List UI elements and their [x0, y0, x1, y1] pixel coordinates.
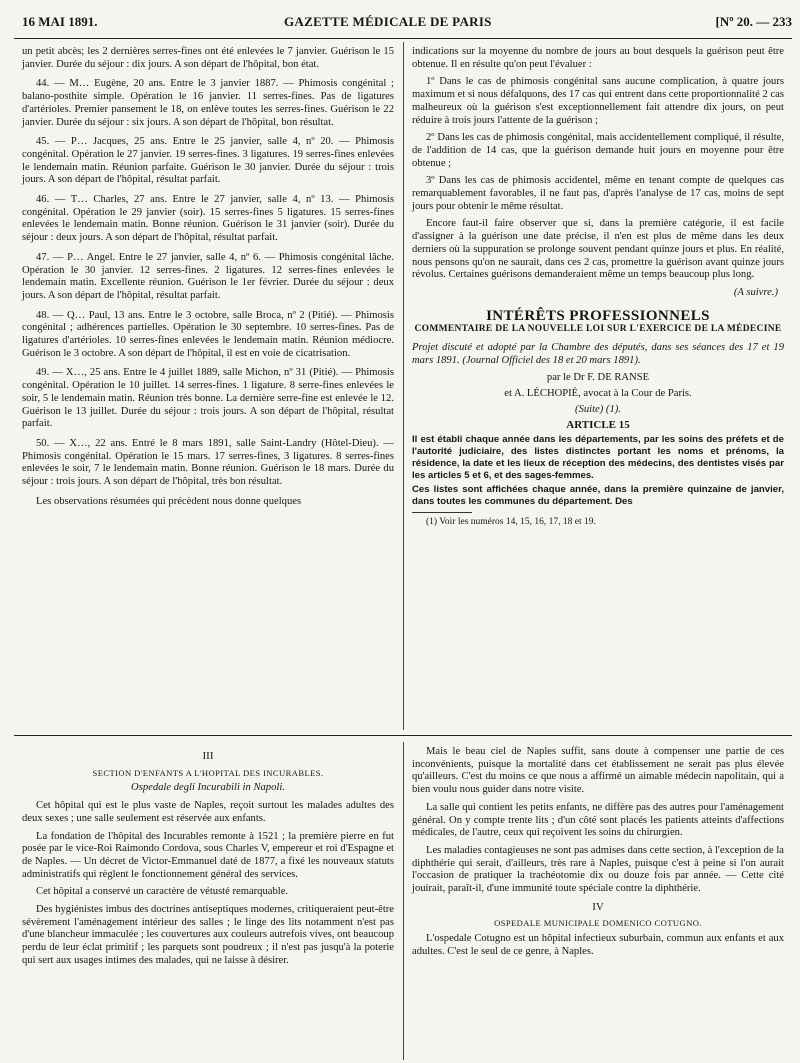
paragraph: Encore faut-il faire observer que si, dans la première catégorie, il est facile d'assigner à la guérison une date précise, il n'en est plus de même dans les deux derniers où la suppuration se prolonge souvent pendant quinze jours et plus. En réalité, nous pensons qu'on ne saurait, dans ces 2 cas, promettre la guérison avant quinze jours révolus. Certaines guérisons demanderaient même un temps beaucoup plus long.: [412, 218, 784, 281]
section-subtitle: COMMENTAIRE DE LA NOUVELLE LOI SUR L'EXERCICE DE LA MÉDECINE: [414, 324, 782, 335]
section-number: III: [202, 750, 214, 762]
paragraph: Ces listes sont affichées chaque année, dans la première quinzaine de janvier, dans toutes les communes du département. Des: [412, 483, 784, 507]
observation-48: 48. — Q… Paul, 13 ans. Entre le 3 octobre, salle Broca, nº 2 (Pitié). — Phimosis congénital ; adhérences partielles. Opération le 30 septembre. 10 serres-fines. Pas de ligatures d'artérioles. 10 serres-fines enlevées le lendemain matin. Réunion médiocre. Guérison le 3 octobre. A son départ de l'hôpital, il est en voie de cicatrisation.: [22, 309, 394, 359]
paragraph: Cet hôpital a conservé un caractère de vétusté remarquable.: [36, 886, 289, 898]
to-be-continued: (A suivre.): [733, 286, 778, 298]
observation-49: 49. — X…, 25 ans. Entre le 4 juillet 1889, salle Michon, nº 31 (Pitié). — Phimosis congénital. Opération le 10 juillet. 14 serres-fines. 1 ligature. 8 serre-fines enlevées le soir, 5 le lendemain matin. Réunion très bonne. La dernière serre-fine est enlevée le 12. Guérison le 13 juillet. Durée du séjour : trois jours. A son départ de l'hôpital, résultat parfait.: [22, 367, 394, 430]
observation-46: 46. — T… Charles, 27 ans. Entre le 27 janvier, salle 4, nº 13. — Phimosis congénital. Opération le 29 janvier (soir). 15 serres-fines 5 ligatures. 15 serres-fines enlevées le lendemain matin. Bonne réunion. Guérison le 31 janvier (soir). Durée du séjour : deux jours. A son départ de l'hôpital, résultat parfait.: [22, 194, 394, 244]
right-column-bottom: [412, 746, 784, 964]
section-rule: [14, 735, 792, 736]
page-header: [22, 14, 792, 32]
observation-45: 45. — P… Jacques, 25 ans. Entre le 25 janvier, salle 4, nº 20. — Phimosis congénital. Opération le 27 janvier. 19 serres-fines. 3 ligatures. 19 serres-fines enlevées le lendemain matin. Réunion parfaite. Guérison le 30 janvier. Durée du séjour : trois jours. A son départ de l'hôpital, résultat parfait.: [22, 136, 394, 186]
observation-47: 47. — P… Angel. Entre le 27 janvier, salle 4, nº 6. — Phimosis congénital lâche. Opération le 30 janvier. 12 serres-fines. 2 ligatures. 12 serres-fines enlevées le lendemain matin. Excellente réunion. Guérison le 1er février. Durée du séjour : deux jours. A son départ de l'hôpital, résultat parfait.: [22, 251, 394, 301]
paragraph: 3º Dans les cas de phimosis accidentel, même en tenant compte de quelques cas remarquablement favorables, il ne faut pas, d'après l'analyse de 17 cas, moins de sept jours pour obtenir le même résultat.: [412, 175, 784, 212]
author-line: par le Dr F. DE RANSE: [546, 372, 650, 384]
suite-note: (Suite) (1).: [575, 403, 621, 415]
paragraph: La salle qui contient les petits enfants, ne diffère pas des autres pour l'aménagement général. On y compte trente lits ; d'un côté sont placés les patients atteints d'affections médicales, de l'autre, ceux qui reçoivent les soins du chirurgien.: [412, 801, 784, 839]
projet-note: Projet discuté et adopté par la Chambre des députés, dans ses séances des 17 et 19 mars 1891. (Journal Officiel des 18 et 20 mars 1891).: [412, 341, 784, 366]
paragraph: L'ospedale Cotugno est un hôpital infectieux suburbain, commun aux enfants et aux adultes. C'est le seul de ce genre, à Naples.: [412, 933, 784, 957]
page-number: [Nº 20. — 233: [715, 14, 792, 29]
observation-50: 50. — X…, 22 ans. Entré le 8 mars 1891, salle Saint-Landry (Hôtel-Dieu). — Phimosis congénital. Opération le 15 mars. 17 serres-fines, 3 ligatures. 8 serres-fines enlevées le soir, 7 le lendemain matin. Bonne réunion. Guérison le 18 mars. Durée du séjour : trois jours. A son départ de l'hôpital, très bon résultat.: [22, 437, 394, 488]
paragraph: La fondation de l'hôpital des Incurables remonte à 1521 ; la première pierre en fut posée par le vice-Roi Raimondo Cordova, sous Charles V, empereur et roi d'Espagne et de Naples. — Un décret de Victor-Emmanuel daté de 1877, a fixé les nouveaux statuts administratifs qui règlent le fonctionnement général des services.: [22, 830, 394, 880]
paragraph: Les maladies contagieuses ne sont pas admises dans cette section, à l'exception de la diphthérie qui serait, d'ailleurs, très rare à Naples, puisque c'est à peine si l'on aurait l'occasion de pratiquer la trachéotomie dix ou douze fois par année. — Cette cité jouirait, paraît-il, d'une immunité toute spéciale contre la diphthérie.: [412, 844, 784, 895]
paragraph: Il est établi chaque année dans les départements, par les soins des préfets et de l'autorité judiciaire, des listes distinctes portant les noms et prénoms, la résidence, la date et les lieux de réception des médecins, des dentistes visés par les articles 5 et 6, et des sages-femmes.: [412, 434, 784, 481]
issue-date: 16 MAI 1891.: [22, 14, 98, 29]
section-title: INTÉRÊTS PROFESSIONNELS: [486, 307, 710, 324]
section-number: IV: [592, 900, 604, 913]
column-divider-bottom: [403, 742, 404, 1060]
section-heading: SECTION D'ENFANTS A L'HOPITAL DES INCURABLES.: [92, 767, 324, 778]
header-rule: [14, 38, 792, 39]
paragraph: indications sur la moyenne du nombre de jours au bout desquels la guérison peut être obtenue. Il en résulte qu'on peut l'évaluer :: [412, 46, 784, 70]
paragraph: 2º Dans les cas de phimosis congénital, mais accidentellement compliqué, il résulte, de l'addition de 14 cas, que la guérison demande huit jours en moyenne pour être obtenue ;: [412, 132, 784, 169]
paragraph: Mais le beau ciel de Naples suffit, sans doute à compenser une partie de ces inconvénients, puisque la mortalité dans cet établissement ne serait pas plus élevée qu'ailleurs. C'est du moins ce que nous a affirmé un aimable médecin napolitain, qui a bien voulu nous guider dans notre visite.: [412, 746, 784, 796]
journal-title: GAZETTE MÉDICALE DE PARIS: [284, 14, 492, 29]
section-subheading: Ospedale degli Incurabili in Napoli.: [131, 782, 285, 794]
paragraph: Des hygiénistes imbus des doctrines antiseptiques modernes, critiqueraient peut-être sévèrement l'aménagement intérieur des salles ; le linge des lits notamment n'est pas d'une blancheur immaculée ; les couvertures aux couleurs autrefois vives, ont beaucoup perdu de leur éclat primitif ; les parquets sont poudreux ; il n'est pas jusqu'à la poterie qui sert aux usages intimes des malades, qui ne laisse à désirer.: [22, 904, 394, 966]
right-column-top: [412, 46, 784, 533]
section-heading: OSPEDALE MUNICIPALE DOMENICO COTUGNO.: [494, 918, 702, 929]
paragraph: Cet hôpital qui est le plus vaste de Naples, reçoit surtout les malades adultes des deux sexes ; une salle seulement est réservée aux enfants.: [22, 800, 394, 824]
author-line: et A. LÉCHOPIÉ, avocat à la Cour de Paris.: [504, 387, 692, 399]
paragraph: un petit abcès; les 2 dernières serres-fines ont été enlevées le 7 janvier. Guérison le 15 janvier. Durée du séjour : dix jours. A son départ de l'hôpital, bon état.: [22, 46, 394, 70]
column-divider-top: [403, 42, 404, 730]
article-heading: ARTICLE 15: [566, 419, 630, 432]
footnote: (1) Voir les numéros 14, 15, 16, 17, 18 et 19.: [426, 516, 596, 527]
article-text: [412, 434, 784, 507]
paragraph: 1º Dans le cas de phimosis congénital sans aucune complication, à quatre jours maximum et si nous défalquons, des 17 cas qui entrent dans cette proportionnalité 2 cas malheureux où la guérison s'est exceptionnellement fait attendre dix jours, on peut réduire à trois jours l'attente de la guérison ;: [412, 76, 784, 126]
left-column-bottom: [22, 748, 394, 973]
left-column-top: [22, 46, 394, 514]
footnote-rule: [412, 512, 472, 513]
observation-44: 44. — M… Eugène, 20 ans. Entre le 3 janvier 1887. — Phimosis congénital ; balano-posthite simple. Opération le 16 janvier. 11 serres-fines. Pas de ligatures d'artérioles. Premier pansement le 18, on enlève toutes les serres-fines. Guérison le 22 janvier. Durée du séjour : six jours. A son départ de l'hôpital, bon résultat.: [22, 78, 394, 128]
paragraph: Les observations résumées qui précèdent nous donne quelques: [36, 495, 302, 507]
